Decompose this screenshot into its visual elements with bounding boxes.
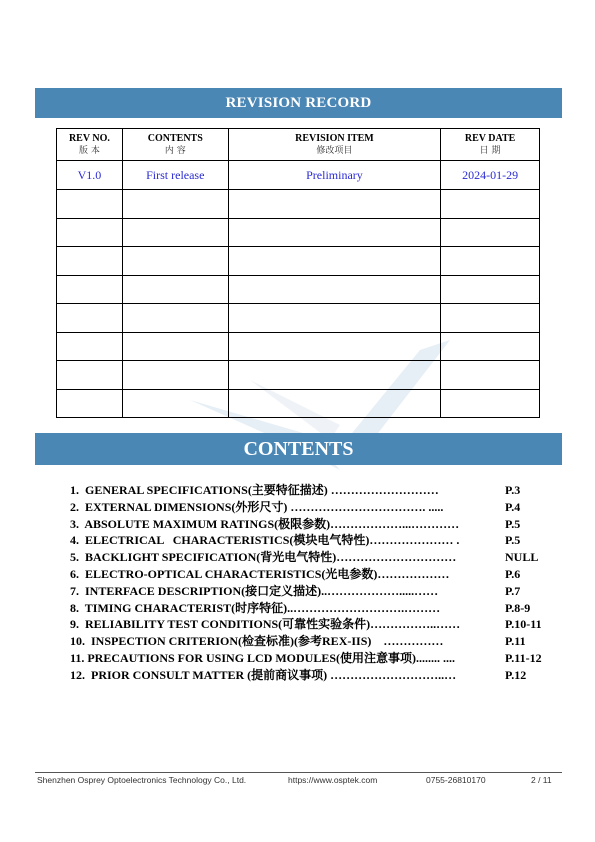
toc-item[interactable] [70,600,560,617]
toc-item-page: P.10-11 [505,617,542,632]
footer-url[interactable]: https://www.osptek.com [288,775,378,785]
toc-item-title: 1. GENERAL SPECIFICATIONS(主要特征描述) ……………………… [70,483,439,497]
toc-item-page: P.7 [505,583,521,598]
table-row [57,161,540,190]
toc-item-page: NULL [505,550,539,565]
toc-item-page: P.6 [505,566,521,581]
contents-cell: First release [122,161,228,190]
toc-item-title: 9. RELIABILITY TEST CONDITIONS(可靠性实验条件)……………..…… [70,617,461,632]
toc-item[interactable] [70,566,560,583]
toc-item[interactable] [70,482,560,499]
toc-item-title: 6. ELECTRO-OPTICAL CHARACTERISTICS(光电参数)……………… [70,566,450,581]
toc-item[interactable] [70,633,560,650]
rev-no-cell: V1.0 [57,161,123,190]
toc-item[interactable] [70,532,560,549]
toc-item[interactable] [70,616,560,633]
toc-item[interactable] [70,667,560,684]
toc-item-title: 5. BACKLIGHT SPECIFICATION(背光电气特性)………………………… [70,550,457,565]
toc-item-page: P.4 [505,499,521,514]
empty-table-row [57,190,540,219]
revision-item-cell: Preliminary [228,161,441,190]
header-cell-rev-no: REV NO. 版 本 [57,129,123,161]
rev-date-cell: 2024-01-29 [441,161,540,190]
empty-table-row [57,361,540,390]
toc-item[interactable] [70,583,560,600]
empty-table-row [57,218,540,247]
toc-item-title: 4. ELECTRICAL CHARACTERISTICS(模块电气特性)………………… . [70,533,460,548]
toc-item[interactable] [70,650,560,667]
toc-item-page: P.8-9 [505,600,531,615]
toc-item-page: P.11-12 [505,650,542,665]
footer-company: Shenzhen Osprey Optoelectronics Technology Co., Ltd. [37,775,247,785]
header-cell-revision-item: REVISION ITEM 修改项目 [228,129,441,161]
table-of-contents [70,482,560,684]
toc-item-title: 10. INSPECTION CRITERION(检查标准)(参考REX-IIS) …………… [70,634,444,649]
empty-table-row [57,389,540,418]
toc-item-title: 8. TIMING CHARACTERIST(时序特征)..……………………….……… [70,600,441,615]
revision-table [56,128,540,418]
toc-item-title: 2. EXTERNAL DIMENSIONS(外形尺寸) ……………………………. ..... [70,499,444,514]
toc-item-title: 3. ABSOLUTE MAXIMUM RATINGS(极限参数)………………...………… [70,516,460,531]
empty-table-row [57,332,540,361]
toc-item[interactable] [70,549,560,566]
empty-table-row [57,304,540,333]
footer-divider [35,772,562,773]
empty-table-row [57,275,540,304]
toc-item-title: 11. PRECAUTIONS FOR USING LCD MODULES(使用注意事项)........ .... [70,650,456,665]
empty-table-row [57,247,540,276]
contents-header: CONTENTS [35,433,562,465]
toc-item[interactable] [70,499,560,516]
toc-item-page: P.12 [505,667,527,682]
toc-item-page: P.11 [505,634,526,649]
footer-phone: 0755-26810170 [426,775,486,785]
header-cell-contents: CONTENTS 内 容 [122,129,228,161]
toc-item-page: P.3 [505,483,521,497]
revision-record-header: REVISION RECORD [35,88,562,118]
footer-page-number: 2 / 11 [531,775,552,785]
header-cell-rev-date: REV DATE 日 期 [441,129,540,161]
toc-item-title: 12. PRIOR CONSULT MATTER (提前商议事项) ………………………..… [70,667,457,682]
toc-item-title: 7. INTERFACE DESCRIPTION(接口定义描述)..……………….....…… [70,583,439,598]
revision-table-header-row [57,129,540,161]
toc-item[interactable] [70,516,560,533]
toc-item-page: P.5 [505,533,521,548]
toc-item-page: P.5 [505,516,521,531]
